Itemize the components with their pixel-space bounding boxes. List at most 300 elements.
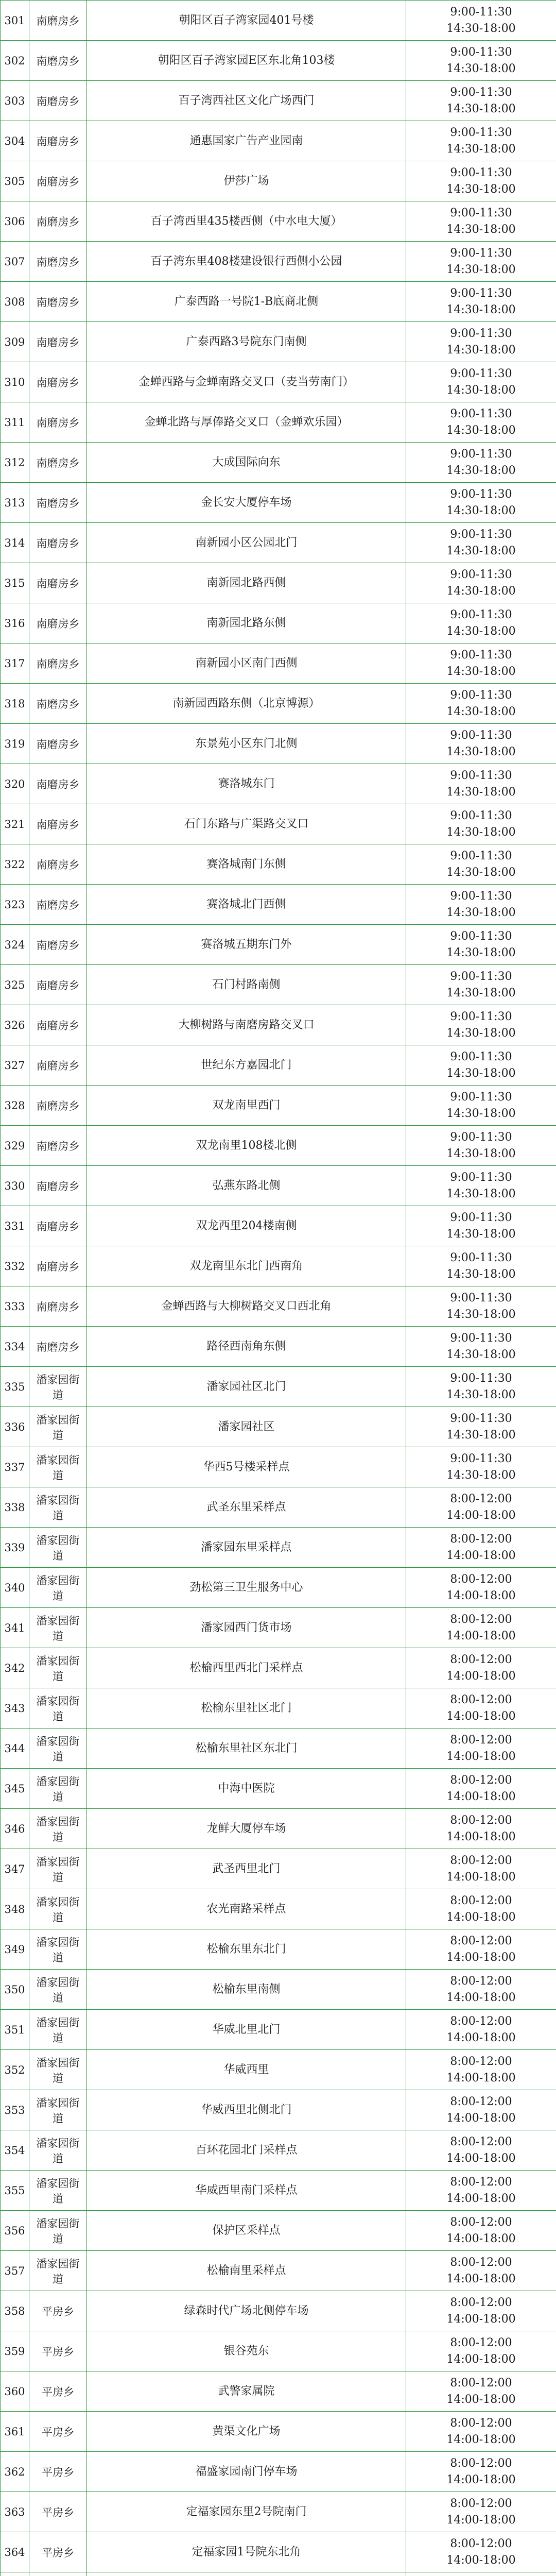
street-name-cell: 南磨房乡: [29, 201, 87, 242]
table-row: [1, 201, 556, 242]
opening-hours-cell: 9:00-11:30 14:30-18:00: [406, 1407, 556, 1447]
opening-hours-cell: 8:00-12:00 14:00-18:00: [406, 2130, 556, 2171]
street-name-cell: 潘家园街道: [29, 1407, 87, 1447]
table-row: [1, 1246, 556, 1286]
table-row: [1, 2452, 556, 2492]
street-name-cell: 潘家园街道: [29, 2171, 87, 2211]
table-row: [1, 2050, 556, 2090]
table-row: [1, 282, 556, 322]
table-row: [1, 885, 556, 925]
sampling-site-cell: 世纪东方嘉园北门: [87, 1045, 406, 1086]
row-number-cell: 304: [1, 121, 29, 161]
opening-hours-cell: 8:00-12:00 14:00-18:00: [406, 2251, 556, 2291]
table-row: [1, 684, 556, 724]
sampling-site-cell: 双龙南里东北门西南角: [87, 1246, 406, 1286]
street-name-cell: 平房乡: [29, 2492, 87, 2532]
street-name-cell: 南磨房乡: [29, 563, 87, 603]
street-name-cell: 南磨房乡: [29, 925, 87, 965]
street-name-cell: 南磨房乡: [29, 121, 87, 161]
row-number-cell: 339: [1, 1528, 29, 1568]
table-row: [1, 2251, 556, 2291]
table-row: [1, 804, 556, 844]
opening-hours-cell: 9:00-11:30 14:30-18:00: [406, 362, 556, 402]
table-row: [1, 1728, 556, 1769]
opening-hours-cell: 9:00-11:30 14:30-18:00: [406, 885, 556, 925]
table-row: [1, 925, 556, 965]
street-name-cell: 潘家园街道: [29, 2010, 87, 2050]
sampling-site-cell: 华威西里北侧北门: [87, 2090, 406, 2130]
row-number-cell: 302: [1, 41, 29, 81]
row-number-cell: 342: [1, 1648, 29, 1688]
sampling-site-cell: 百子湾西社区文化广场西门: [87, 81, 406, 121]
table-row: [1, 1648, 556, 1688]
opening-hours-cell: 9:00-11:30 14:30-18:00: [406, 282, 556, 322]
opening-hours-cell: 8:00-12:00 14:00-18:00: [406, 1849, 556, 1889]
opening-hours-cell: 9:00-11:30 14:30-18:00: [406, 1005, 556, 1045]
table-row: [1, 2371, 556, 2412]
row-number-cell: 328: [1, 1086, 29, 1126]
street-name-cell: 潘家园街道: [29, 1568, 87, 1608]
street-name-cell: 南磨房乡: [29, 1246, 87, 1286]
row-number-cell: 327: [1, 1045, 29, 1086]
sampling-site-cell: 武圣东里采样点: [87, 1487, 406, 1528]
opening-hours-cell: 8:00-12:00 14:00-18:00: [406, 1487, 556, 1528]
table-row: [1, 764, 556, 804]
table-row: [1, 1, 556, 41]
table-row: [1, 242, 556, 282]
sampling-site-cell: 百子湾东里408楼建设银行西侧小公园: [87, 242, 406, 282]
sampling-site-cell: 南新园西路东侧（北京博源）: [87, 684, 406, 724]
street-name-cell: 南磨房乡: [29, 804, 87, 844]
row-number-cell: 356: [1, 2211, 29, 2251]
table-row: [1, 1849, 556, 1889]
street-name-cell: 南磨房乡: [29, 322, 87, 362]
sampling-site-cell: 武警家属院: [87, 2371, 406, 2412]
opening-hours-cell: 8:00-12:00 14:00-18:00: [406, 2211, 556, 2251]
street-name-cell: 潘家园街道: [29, 1487, 87, 1528]
opening-hours-cell: 9:00-11:30 14:30-18:00: [406, 322, 556, 362]
table-row: [1, 1688, 556, 1728]
opening-hours-cell: 9:00-11:30 14:30-18:00: [406, 684, 556, 724]
street-name-cell: 南磨房乡: [29, 965, 87, 1005]
street-name-cell: 南磨房乡: [29, 523, 87, 563]
street-name-cell: 南磨房乡: [29, 764, 87, 804]
sampling-site-cell: 南新园北路东侧: [87, 603, 406, 643]
row-number-cell: 362: [1, 2452, 29, 2492]
sampling-site-cell: 松榆东里社区北门: [87, 1688, 406, 1728]
sampling-site-cell: 武圣西里北门: [87, 1849, 406, 1889]
row-number-cell: [1, 2572, 29, 2576]
street-name-cell: 平房乡: [29, 2291, 87, 2331]
street-name-cell: 南磨房乡: [29, 684, 87, 724]
opening-hours-cell: 9:00-11:30 14:30-18:00: [406, 1166, 556, 1206]
sampling-site-cell: 大柳树路与南磨房路交叉口: [87, 1005, 406, 1045]
table-row: [1, 443, 556, 483]
table-row: [1, 322, 556, 362]
street-name-cell: 潘家园街道: [29, 1367, 87, 1407]
opening-hours-cell: 9:00-11:30 14:30-18:00: [406, 483, 556, 523]
sampling-site-cell: 华威西里: [87, 2050, 406, 2090]
table-row: [1, 2130, 556, 2171]
street-name-cell: 南磨房乡: [29, 362, 87, 402]
row-number-cell: 319: [1, 724, 29, 764]
opening-hours-cell: 9:00-11:30 14:30-18:00: [406, 1447, 556, 1487]
row-number-cell: 305: [1, 161, 29, 201]
sampling-site-cell: 百环花园北门采样点: [87, 2130, 406, 2171]
street-name-cell: 潘家园街道: [29, 1648, 87, 1688]
row-number-cell: 345: [1, 1769, 29, 1809]
sampling-site-cell: 潘家园东里采样点: [87, 1528, 406, 1568]
opening-hours-cell: 9:00-11:30 14:30-18:00: [406, 1045, 556, 1086]
row-number-cell: 318: [1, 684, 29, 724]
sampling-site-cell: 潘家园社区: [87, 1407, 406, 1447]
row-number-cell: 351: [1, 2010, 29, 2050]
table-row: [1, 1045, 556, 1086]
opening-hours-cell: 9:00-11:30 14:30-18:00: [406, 201, 556, 242]
opening-hours-cell: 9:00-11:30 14:30-18:00: [406, 965, 556, 1005]
opening-hours-cell: 8:00-12:00 14:00-18:00: [406, 1929, 556, 1970]
sampling-site-cell: 松榆东里南侧: [87, 1970, 406, 2010]
table-row: [1, 1809, 556, 1849]
row-number-cell: 306: [1, 201, 29, 242]
opening-hours-cell: 9:00-11:30 14:30-18:00: [406, 643, 556, 684]
street-name-cell: 潘家园街道: [29, 1608, 87, 1648]
sampling-site-cell: 百子湾西里435楼西侧（中水电大厦）: [87, 201, 406, 242]
opening-hours-cell: 9:00-11:30 14:30-18:00: [406, 1327, 556, 1367]
sampling-site-cell: 东景苑小区东门北侧: [87, 724, 406, 764]
sampling-site-cell: 中海中医院: [87, 1769, 406, 1809]
table-row: [1, 724, 556, 764]
table-row: [1, 2090, 556, 2130]
table-row: [1, 1889, 556, 1929]
table-row: [1, 41, 556, 81]
sampling-site-cell: 朝阳区百子湾家园E区东北角103楼: [87, 41, 406, 81]
row-number-cell: 316: [1, 603, 29, 643]
row-number-cell: 301: [1, 1, 29, 41]
row-number-cell: 337: [1, 1447, 29, 1487]
opening-hours-cell: 9:00-11:30 14:30-18:00: [406, 563, 556, 603]
sampling-site-cell: 石门村路南侧: [87, 965, 406, 1005]
sampling-site-cell: 金蝉西路与金蝉南路交叉口（麦当劳南门）: [87, 362, 406, 402]
table-row: [1, 2572, 556, 2576]
sampling-site-cell: 华威北里北门: [87, 2010, 406, 2050]
sampling-site-cell: 福盛家园南门停车场: [87, 2452, 406, 2492]
opening-hours-cell: 8:00-12:00 14:00-18:00: [406, 1568, 556, 1608]
row-number-cell: 308: [1, 282, 29, 322]
row-number-cell: 360: [1, 2371, 29, 2412]
opening-hours-cell: 8:00-12:00 14:00-18:00: [406, 1970, 556, 2010]
sampling-site-cell: 银谷苑东: [87, 2331, 406, 2371]
sampling-site-cell: [87, 2572, 406, 2576]
street-name-cell: 南磨房乡: [29, 282, 87, 322]
row-number-cell: 320: [1, 764, 29, 804]
table-row: [1, 2492, 556, 2532]
row-number-cell: 307: [1, 242, 29, 282]
street-name-cell: 平房乡: [29, 2371, 87, 2412]
row-number-cell: 330: [1, 1166, 29, 1206]
row-number-cell: 341: [1, 1608, 29, 1648]
street-name-cell: 南磨房乡: [29, 603, 87, 643]
opening-hours-cell: 9:00-11:30 14:30-18:00: [406, 1367, 556, 1407]
sampling-site-cell: 广泰西路一号院1-B底商北侧: [87, 282, 406, 322]
row-number-cell: 336: [1, 1407, 29, 1447]
sampling-site-cell: 赛洛城东门: [87, 764, 406, 804]
street-name-cell: 南磨房乡: [29, 1005, 87, 1045]
row-number-cell: 314: [1, 523, 29, 563]
row-number-cell: 325: [1, 965, 29, 1005]
row-number-cell: 317: [1, 643, 29, 684]
row-number-cell: 364: [1, 2532, 29, 2572]
sampling-site-cell: 松榆南里采样点: [87, 2251, 406, 2291]
sampling-site-cell: 大成国际向东: [87, 443, 406, 483]
table-row: [1, 402, 556, 443]
table-row: [1, 1487, 556, 1528]
table-row: [1, 161, 556, 201]
opening-hours-cell: 8:00-12:00 14:00-18:00: [406, 1728, 556, 1769]
table-row: [1, 2171, 556, 2211]
opening-hours-cell: 9:00-11:30 14:30-18:00: [406, 804, 556, 844]
street-name-cell: 潘家园街道: [29, 2050, 87, 2090]
sampling-site-cell: 松榆东里东北门: [87, 1929, 406, 1970]
street-name-cell: 南磨房乡: [29, 1126, 87, 1166]
table-row: [1, 2010, 556, 2050]
opening-hours-cell: 9:00-11:30 14:30-18:00: [406, 81, 556, 121]
sampling-site-cell: 定福家园1号院东北角: [87, 2532, 406, 2572]
opening-hours-cell: 8:00-12:00 14:00-18:00: [406, 2492, 556, 2532]
table-row: [1, 1327, 556, 1367]
sampling-site-cell: 弘燕东路北侧: [87, 1166, 406, 1206]
table-row: [1, 1769, 556, 1809]
street-name-cell: 潘家园街道: [29, 1688, 87, 1728]
row-number-cell: 346: [1, 1809, 29, 1849]
sampling-site-cell: 路径西南角东侧: [87, 1327, 406, 1367]
table-row: [1, 2291, 556, 2331]
sampling-site-cell: 金蝉北路与厚俸路交叉口（金蝉欢乐园）: [87, 402, 406, 443]
opening-hours-cell: 9:00-11:30 14:30-18:00: [406, 41, 556, 81]
table-row: [1, 1528, 556, 1568]
street-name-cell: 南磨房乡: [29, 1327, 87, 1367]
table-row: [1, 1126, 556, 1166]
row-number-cell: 350: [1, 1970, 29, 2010]
street-name-cell: 潘家园街道: [29, 1849, 87, 1889]
row-number-cell: 349: [1, 1929, 29, 1970]
sampling-site-cell: 双龙西里204楼南侧: [87, 1206, 406, 1246]
street-name-cell: 潘家园街道: [29, 1889, 87, 1929]
row-number-cell: 347: [1, 1849, 29, 1889]
row-number-cell: 335: [1, 1367, 29, 1407]
table-row: [1, 1166, 556, 1206]
table-row: [1, 1086, 556, 1126]
row-number-cell: 334: [1, 1327, 29, 1367]
opening-hours-cell: 8:00-12:00 14:00-18:00: [406, 2331, 556, 2371]
table-row: [1, 1447, 556, 1487]
street-name-cell: 平房乡: [29, 2452, 87, 2492]
sampling-site-cell: 华西5号楼采样点: [87, 1447, 406, 1487]
table-row: [1, 643, 556, 684]
row-number-cell: 326: [1, 1005, 29, 1045]
street-name-cell: 南磨房乡: [29, 242, 87, 282]
opening-hours-cell: 9:00-11:30 14:30-18:00: [406, 1086, 556, 1126]
row-number-cell: 312: [1, 443, 29, 483]
table-row: [1, 2211, 556, 2251]
sampling-site-cell: 华威西里南门采样点: [87, 2171, 406, 2211]
table-row: [1, 483, 556, 523]
table-row: [1, 1005, 556, 1045]
sampling-site-cell: 绿森时代广场北侧停车场: [87, 2291, 406, 2331]
row-number-cell: 310: [1, 362, 29, 402]
row-number-cell: 322: [1, 844, 29, 885]
street-name-cell: 南磨房乡: [29, 1166, 87, 1206]
table-row: [1, 2331, 556, 2371]
opening-hours-cell: 9:00-11:30 14:30-18:00: [406, 242, 556, 282]
sampling-site-cell: 劲松第三卫生服务中心: [87, 1568, 406, 1608]
table-row: [1, 1970, 556, 2010]
sampling-site-cell: 金长安大厦停车场: [87, 483, 406, 523]
street-name-cell: 南磨房乡: [29, 844, 87, 885]
row-number-cell: 332: [1, 1246, 29, 1286]
opening-hours-cell: 8:00-12:00 14:00-18:00: [406, 2050, 556, 2090]
table-row: [1, 965, 556, 1005]
row-number-cell: 331: [1, 1206, 29, 1246]
street-name-cell: 潘家园街道: [29, 1769, 87, 1809]
opening-hours-cell: 9:00-11:30 14:30-18:00: [406, 1286, 556, 1327]
street-name-cell: 潘家园街道: [29, 1728, 87, 1769]
opening-hours-cell: 9:00-11:30 14:30-18:00: [406, 1126, 556, 1166]
opening-hours-cell: 9:00-11:30 14:30-18:00: [406, 1246, 556, 1286]
table-row: [1, 1286, 556, 1327]
row-number-cell: 357: [1, 2251, 29, 2291]
street-name-cell: 潘家园街道: [29, 2130, 87, 2171]
street-name-cell: 南磨房乡: [29, 724, 87, 764]
table-row: [1, 1929, 556, 1970]
street-name-cell: 潘家园街道: [29, 2251, 87, 2291]
table-row: [1, 1367, 556, 1407]
opening-hours-cell: 8:00-12:00 14:00-18:00: [406, 2452, 556, 2492]
opening-hours-cell: 8:00-12:00 14:00-18:00: [406, 1769, 556, 1809]
sampling-site-cell: 黄渠文化广场: [87, 2412, 406, 2452]
row-number-cell: 321: [1, 804, 29, 844]
table-body: [1, 1, 556, 2576]
street-name-cell: 潘家园街道: [29, 1970, 87, 2010]
street-name-cell: 潘家园街道: [29, 1929, 87, 1970]
sampling-site-cell: 朝阳区百子湾家园401号楼: [87, 1, 406, 41]
sampling-site-cell: 保护区采样点: [87, 2211, 406, 2251]
sampling-site-cell: 潘家园社区北门: [87, 1367, 406, 1407]
sampling-site-cell: 双龙南里西门: [87, 1086, 406, 1126]
opening-hours-cell: 8:00-12:00 14:00-18:00: [406, 2010, 556, 2050]
street-name-cell: 南磨房乡: [29, 443, 87, 483]
opening-hours-cell: 9:00-11:30 14:30-18:00: [406, 724, 556, 764]
sampling-site-cell: 潘家园西门货市场: [87, 1608, 406, 1648]
table-row: [1, 2532, 556, 2572]
street-name-cell: 南磨房乡: [29, 1, 87, 41]
opening-hours-cell: [406, 2572, 556, 2576]
sampling-site-cell: 广泰西路3号院东门南侧: [87, 322, 406, 362]
street-name-cell: 南磨房乡: [29, 402, 87, 443]
opening-hours-cell: 8:00-12:00 14:00-18:00: [406, 1608, 556, 1648]
street-name-cell: 平房乡: [29, 2532, 87, 2572]
opening-hours-cell: 9:00-11:30 14:30-18:00: [406, 764, 556, 804]
opening-hours-cell: 9:00-11:30 14:30-18:00: [406, 844, 556, 885]
sampling-site-cell: 南新园小区南门西侧: [87, 643, 406, 684]
row-number-cell: 355: [1, 2171, 29, 2211]
table-row: [1, 1608, 556, 1648]
row-number-cell: 358: [1, 2291, 29, 2331]
row-number-cell: 361: [1, 2412, 29, 2452]
street-name-cell: 南磨房乡: [29, 1206, 87, 1246]
table-row: [1, 1206, 556, 1246]
table-row: [1, 81, 556, 121]
opening-hours-cell: 8:00-12:00 14:00-18:00: [406, 2090, 556, 2130]
sampling-site-cell: 松榆西里西北门采样点: [87, 1648, 406, 1688]
opening-hours-cell: 8:00-12:00 14:00-18:00: [406, 2291, 556, 2331]
opening-hours-cell: 8:00-12:00 14:00-18:00: [406, 2412, 556, 2452]
row-number-cell: 363: [1, 2492, 29, 2532]
sampling-site-cell: 石门东路与广渠路交叉口: [87, 804, 406, 844]
opening-hours-cell: 9:00-11:30 14:30-18:00: [406, 1, 556, 41]
row-number-cell: 323: [1, 885, 29, 925]
opening-hours-cell: 9:00-11:30 14:30-18:00: [406, 1206, 556, 1246]
table-row: [1, 1407, 556, 1447]
opening-hours-cell: 9:00-11:30 14:30-18:00: [406, 603, 556, 643]
opening-hours-cell: 8:00-12:00 14:00-18:00: [406, 1889, 556, 1929]
row-number-cell: 324: [1, 925, 29, 965]
street-name-cell: 南磨房乡: [29, 81, 87, 121]
sampling-site-cell: 金蝉西路与大柳树路交叉口西北角: [87, 1286, 406, 1327]
opening-hours-cell: 9:00-11:30 14:30-18:00: [406, 925, 556, 965]
street-name-cell: 南磨房乡: [29, 885, 87, 925]
table-row: [1, 844, 556, 885]
sampling-site-cell: 南新园北路西侧: [87, 563, 406, 603]
street-name-cell: 潘家园街道: [29, 1447, 87, 1487]
sampling-site-cell: 赛洛城南门东侧: [87, 844, 406, 885]
street-name-cell: 潘家园街道: [29, 1809, 87, 1849]
street-name-cell: 南磨房乡: [29, 1286, 87, 1327]
street-name-cell: 潘家园街道: [29, 2090, 87, 2130]
sampling-site-cell: 南新园小区公园北门: [87, 523, 406, 563]
sampling-site-cell: 松榆东里社区东北门: [87, 1728, 406, 1769]
opening-hours-cell: 9:00-11:30 14:30-18:00: [406, 443, 556, 483]
row-number-cell: 315: [1, 563, 29, 603]
row-number-cell: 311: [1, 402, 29, 443]
opening-hours-cell: 8:00-12:00 14:00-18:00: [406, 1648, 556, 1688]
street-name-cell: 南磨房乡: [29, 643, 87, 684]
row-number-cell: 354: [1, 2130, 29, 2171]
table-row: [1, 121, 556, 161]
street-name-cell: 潘家园街道: [29, 1528, 87, 1568]
sampling-site-cell: 伊莎广场: [87, 161, 406, 201]
row-number-cell: 313: [1, 483, 29, 523]
opening-hours-cell: 8:00-12:00 14:00-18:00: [406, 1688, 556, 1728]
opening-hours-cell: 8:00-12:00 14:00-18:00: [406, 2371, 556, 2412]
row-number-cell: 329: [1, 1126, 29, 1166]
row-number-cell: 359: [1, 2331, 29, 2371]
street-name-cell: 南磨房乡: [29, 161, 87, 201]
opening-hours-cell: 8:00-12:00 14:00-18:00: [406, 2171, 556, 2211]
street-name-cell: 南磨房乡: [29, 483, 87, 523]
table-row: [1, 603, 556, 643]
street-name-cell: 潘家园街道: [29, 2211, 87, 2251]
row-number-cell: 353: [1, 2090, 29, 2130]
row-number-cell: 303: [1, 81, 29, 121]
sampling-site-cell: 双龙南里108楼北侧: [87, 1126, 406, 1166]
street-name-cell: [29, 2572, 87, 2576]
sampling-site-cell: 定福家园东里2号院南门: [87, 2492, 406, 2532]
sampling-site-cell: 龙鲜大厦停车场: [87, 1809, 406, 1849]
opening-hours-cell: 9:00-11:30 14:30-18:00: [406, 402, 556, 443]
opening-hours-cell: 8:00-12:00 14:00-18:00: [406, 1528, 556, 1568]
row-number-cell: 340: [1, 1568, 29, 1608]
